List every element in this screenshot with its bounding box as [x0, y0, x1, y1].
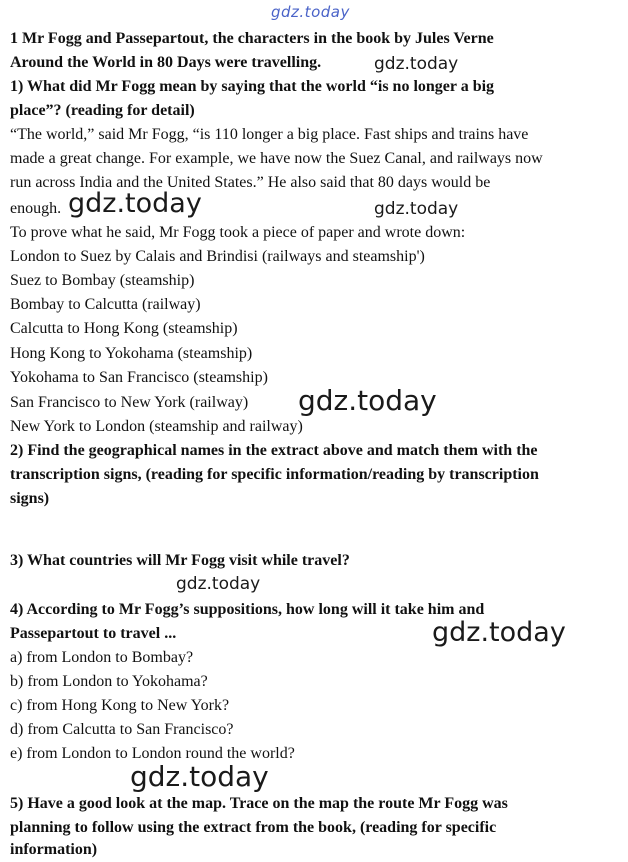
passage-line-4: enough.	[10, 200, 62, 217]
watermark-3: gdz.today	[374, 199, 459, 219]
route-item: San Francisco to New York (railway)	[10, 394, 249, 411]
question-2-line-2: transcription signs, (reading for specific information/reading by transcription	[10, 466, 539, 483]
question-4-option: e) from London to London round the world?	[10, 745, 295, 762]
passage-line-5: To prove what he said, Mr Fogg took a piece of paper and wrote down:	[10, 224, 466, 241]
route-item: Yokohama to San Francisco (steamship)	[10, 369, 268, 386]
route-item: Hong Kong to Yokohama (steamship)	[10, 345, 253, 362]
question-4-line-2: Passepartout to travel ...	[10, 625, 177, 642]
passage-line-1: “The world,” said Mr Fogg, “is 110 longer a big place. Fast ships and trains have	[10, 126, 529, 143]
route-item: Bombay to Calcutta (railway)	[10, 296, 201, 313]
watermark-top: gdz.today	[271, 3, 350, 21]
question-5-line-1: 5) Have a good look at the map. Trace on the map the route Mr Fogg was	[10, 795, 508, 812]
question-2-line-3: signs)	[10, 490, 50, 507]
route-item: New York to London (steamship and railway)	[10, 418, 303, 435]
route-item: Suez to Bombay (steamship)	[10, 272, 195, 289]
question-4-option: c) from Hong Kong to New York?	[10, 697, 230, 714]
watermark-1: gdz.today	[374, 54, 459, 74]
question-4-line-1: 4) According to Mr Fogg’s suppositions, how long will it take him and	[10, 601, 485, 618]
watermark-2: gdz.today	[68, 188, 202, 219]
question-4-option: b) from London to Yokohama?	[10, 673, 208, 690]
heading-line-2: Around the World in 80 Days were travelling.	[10, 54, 322, 71]
watermark-6: gdz.today	[432, 617, 566, 648]
route-item: London to Suez by Calais and Brindisi (railways and steamship')	[10, 248, 425, 265]
passage-line-3: run across India and the United States.” He also said that 80 days would be	[10, 174, 491, 191]
question-1-line-2: place”? (reading for detail)	[10, 102, 195, 119]
question-4-option: d) from Calcutta to San Francisco?	[10, 721, 234, 738]
question-4-option: a) from London to Bombay?	[10, 649, 194, 666]
question-3-line-1: 3) What countries will Mr Fogg visit while travel?	[10, 552, 350, 569]
watermark-7: gdz.today	[130, 760, 269, 793]
question-5-line-3: information)	[10, 841, 98, 858]
heading-line-1: 1 Mr Fogg and Passepartout, the characters in the book by Jules Verne	[10, 30, 494, 47]
route-item: Calcutta to Hong Kong (steamship)	[10, 320, 238, 337]
question-1-line-1: 1) What did Mr Fogg mean by saying that the world “is no longer a big	[10, 78, 495, 95]
question-2-line-1: 2) Find the geographical names in the extract above and match them with the	[10, 442, 538, 459]
watermark-5: gdz.today	[176, 574, 261, 594]
watermark-4: gdz.today	[298, 384, 437, 417]
question-5-line-2: planning to follow using the extract from the book, (reading for specific	[10, 819, 497, 836]
passage-line-2: made a great change. For example, we have now the Suez Canal, and railways now	[10, 150, 543, 167]
